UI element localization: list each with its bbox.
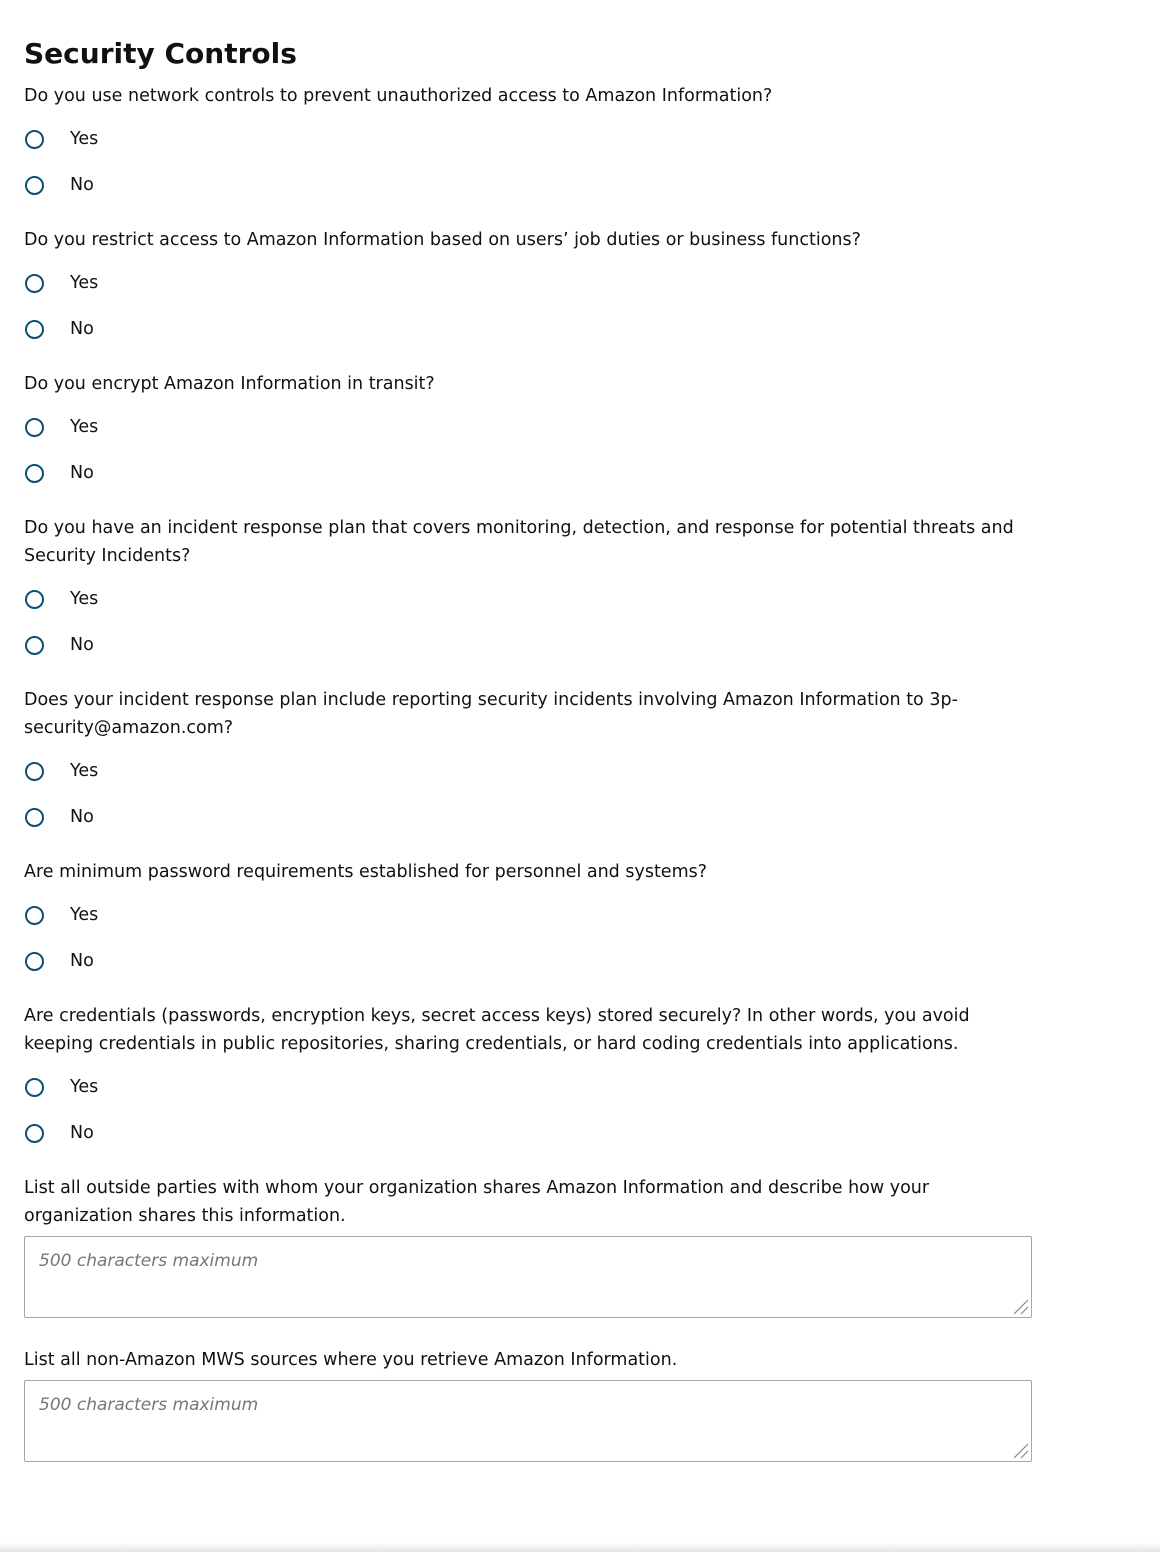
question-non-mws-sources — [24, 1346, 1034, 1462]
radio-option-no[interactable] — [24, 794, 1034, 840]
question-incident-response-plan — [24, 514, 1034, 668]
question-text: Do you use network controls to prevent unauthorized access to Amazon Information? — [24, 86, 773, 106]
radio-label: No — [70, 1123, 94, 1143]
radio-unchecked-icon[interactable] — [25, 808, 44, 827]
question-text: Do you encrypt Amazon Information in transit? — [24, 374, 435, 394]
radio-unchecked-icon[interactable] — [25, 418, 44, 437]
page-title: Security Controls — [24, 37, 297, 70]
radio-unchecked-icon[interactable] — [25, 320, 44, 339]
radio-unchecked-icon[interactable] — [25, 762, 44, 781]
question-text: Are credentials (passwords, encryption keys, secret access keys) stored securely? In other words, you avoid keeping credentials in public repositories, sharing credentials, or hard coding credentials into applications. — [24, 1006, 970, 1054]
radio-option-yes[interactable] — [24, 260, 1034, 306]
question-network-controls — [24, 82, 1034, 208]
textarea-container — [24, 1236, 1032, 1318]
radio-option-yes[interactable] — [24, 892, 1034, 938]
radio-label: No — [70, 463, 94, 483]
question-text: Does your incident response plan include reporting security incidents involving Amazon Information to 3p-security@amazon.com? — [24, 690, 958, 738]
question-encrypt-transit — [24, 370, 1034, 496]
radio-option-yes[interactable] — [24, 404, 1034, 450]
radio-option-yes[interactable] — [24, 748, 1034, 794]
question-credentials-storage — [24, 1002, 1034, 1156]
question-text: List all outside parties with whom your organization shares Amazon Information and describe how your organization shares this information. — [24, 1178, 930, 1226]
radio-group — [24, 1064, 1034, 1156]
radio-label: No — [70, 807, 94, 827]
radio-group — [24, 892, 1034, 984]
radio-option-no[interactable] — [24, 162, 1034, 208]
question-text: List all non-Amazon MWS sources where you retrieve Amazon Information. — [24, 1350, 678, 1370]
radio-unchecked-icon[interactable] — [25, 1078, 44, 1097]
question-text: Do you restrict access to Amazon Information based on users’ job duties or business functions? — [24, 230, 861, 250]
radio-label: Yes — [70, 1077, 99, 1097]
question-incident-reporting — [24, 686, 1034, 840]
radio-option-no[interactable] — [24, 622, 1034, 668]
radio-label: Yes — [70, 905, 99, 925]
outside-parties-textarea[interactable] — [24, 1236, 1032, 1318]
question-text: Are minimum password requirements established for personnel and systems? — [24, 862, 708, 882]
radio-unchecked-icon[interactable] — [25, 130, 44, 149]
radio-group — [24, 748, 1034, 840]
radio-label: Yes — [70, 761, 99, 781]
bottom-shadow — [0, 1542, 1160, 1552]
radio-group — [24, 260, 1034, 352]
radio-unchecked-icon[interactable] — [25, 906, 44, 925]
radio-group — [24, 576, 1034, 668]
radio-unchecked-icon[interactable] — [25, 274, 44, 293]
question-outside-parties — [24, 1174, 1034, 1318]
radio-group — [24, 404, 1034, 496]
radio-unchecked-icon[interactable] — [25, 176, 44, 195]
radio-option-no[interactable] — [24, 450, 1034, 496]
radio-unchecked-icon[interactable] — [25, 464, 44, 483]
radio-label: No — [70, 635, 94, 655]
question-restrict-access — [24, 226, 1034, 352]
radio-label: Yes — [70, 129, 99, 149]
radio-option-yes[interactable] — [24, 1064, 1034, 1110]
security-controls-form — [24, 30, 1034, 1490]
radio-label: Yes — [70, 589, 99, 609]
radio-label: Yes — [70, 417, 99, 437]
question-password-requirements — [24, 858, 1034, 984]
radio-option-yes[interactable] — [24, 116, 1034, 162]
radio-unchecked-icon[interactable] — [25, 590, 44, 609]
resize-grip-icon[interactable] — [1011, 1441, 1029, 1459]
textarea-container — [24, 1380, 1032, 1462]
radio-option-no[interactable] — [24, 1110, 1034, 1156]
radio-unchecked-icon[interactable] — [25, 952, 44, 971]
radio-option-no[interactable] — [24, 938, 1034, 984]
radio-option-no[interactable] — [24, 306, 1034, 352]
radio-label: No — [70, 951, 94, 971]
resize-grip-icon[interactable] — [1011, 1297, 1029, 1315]
radio-unchecked-icon[interactable] — [25, 1124, 44, 1143]
radio-label: No — [70, 175, 94, 195]
radio-group — [24, 116, 1034, 208]
radio-unchecked-icon[interactable] — [25, 636, 44, 655]
question-text: Do you have an incident response plan that covers monitoring, detection, and response for potential threats and Security Incidents? — [24, 518, 1014, 566]
non-mws-sources-textarea[interactable] — [24, 1380, 1032, 1462]
radio-label: Yes — [70, 273, 99, 293]
radio-option-yes[interactable] — [24, 576, 1034, 622]
radio-label: No — [70, 319, 94, 339]
